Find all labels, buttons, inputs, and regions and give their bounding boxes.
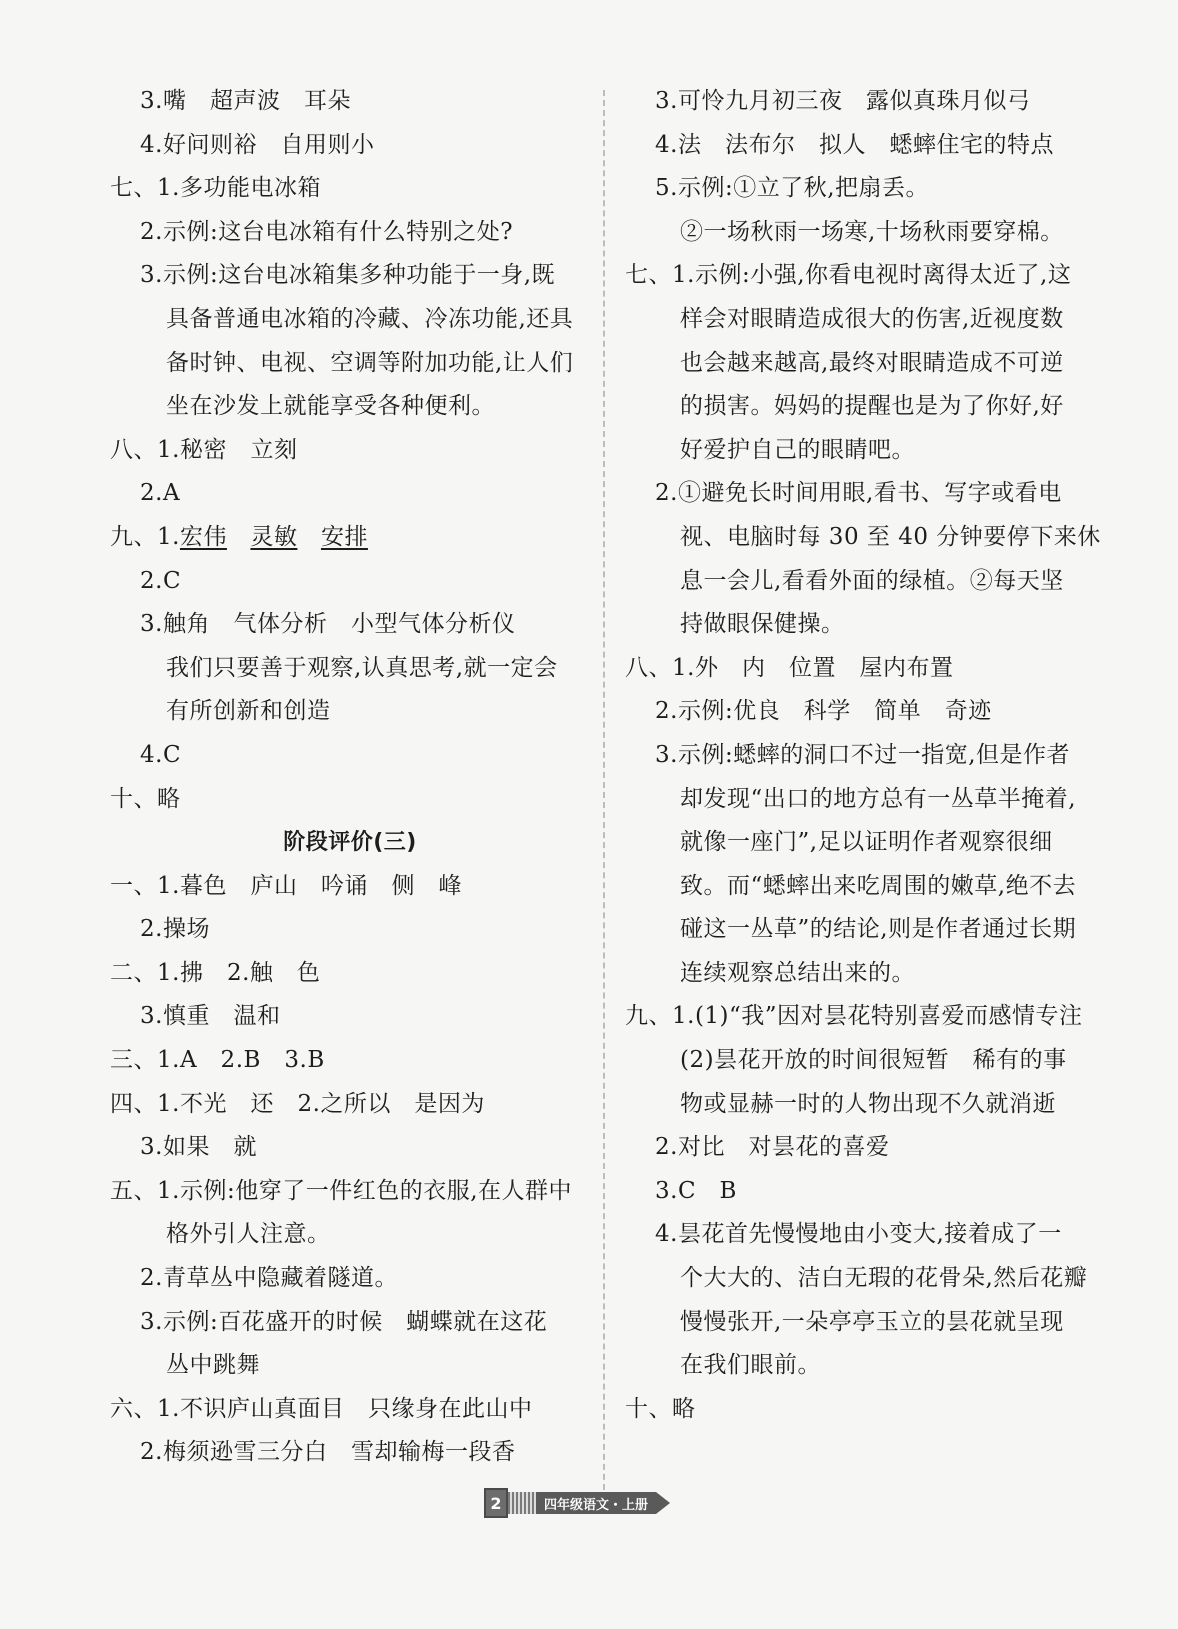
answer-text: 阶段评价(三) (283, 830, 417, 856)
answer-text: 3.示例:蟋蟀的洞口不过一指宽,但是作者 (655, 741, 1071, 768)
answer-text: 致。而“蟋蟀出来吃周围的嫩草,绝不去 (680, 872, 1077, 899)
answer-text: 3.示例:百花盛开的时候 蝴蝶就在这花 (140, 1308, 548, 1335)
answer-line (110, 1257, 590, 1301)
answer-line (625, 472, 1095, 516)
underlined-word: 安排 (320, 523, 368, 550)
answer-line (110, 647, 590, 691)
answer-line (625, 1344, 1095, 1388)
answer-text: 3.触角 气体分析 小型气体分析仪 (140, 611, 516, 638)
answer-text: 却发现“出口的地方总有一丛草半掩着, (680, 785, 1077, 812)
answer-text: 八、1.外 内 位置 屋内布置 (625, 654, 954, 681)
column-divider (603, 90, 605, 1510)
answer-text: 三、1.A 2.B 3.B (110, 1047, 325, 1074)
answer-text: 4.好问则裕 自用则小 (140, 131, 375, 158)
answer-text: 3.C B (655, 1177, 737, 1204)
answer-line (625, 647, 1095, 691)
answer-text: 八、1.秘密 立刻 (110, 436, 298, 463)
answer-text: 也会越来越高,最终对眼睛造成不可逆 (680, 349, 1064, 376)
answer-line (110, 342, 590, 386)
answer-line (110, 385, 590, 429)
answer-text: 好爱护自己的眼睛吧。 (680, 436, 915, 463)
answer-line (625, 995, 1095, 1039)
answer-text: 格外引人注意。 (166, 1221, 331, 1248)
answer-text: 六、1.不识庐山真面目 只缘身在此山中 (110, 1395, 533, 1422)
answer-line (625, 1170, 1095, 1214)
answer-line (110, 690, 590, 734)
answer-line (625, 516, 1101, 560)
answer-line (625, 952, 1095, 996)
answer-text: 样会对眼睛造成很大的伤害,近视度数 (680, 305, 1064, 332)
answer-text: 3.嘴 超声波 耳朵 (140, 88, 351, 114)
answer-line (110, 1039, 590, 1083)
footer-arrow-icon (656, 1492, 670, 1514)
answer-text: 2.对比 对昙花的喜爱 (655, 1134, 890, 1161)
answer-text: 2.①避免长时间用眼,看书、写字或看电 (655, 480, 1062, 507)
answer-text: 慢慢张开,一朵亭亭玉立的昙花就呈现 (680, 1308, 1064, 1335)
answer-line (110, 429, 590, 473)
answer-line (110, 560, 590, 604)
answer-text: 九、1. (110, 523, 180, 550)
answer-text: 3.可怜九月初三夜 露似真珠月似弓 (655, 88, 1031, 114)
answer-text: 4.法 法布尔 拟人 蟋蟀住宅的特点 (655, 131, 1054, 158)
answer-line (110, 472, 590, 516)
answer-line (625, 1213, 1095, 1257)
answer-line (625, 254, 1095, 298)
answer-line (110, 603, 590, 647)
answer-line (110, 952, 590, 996)
answer-text: 物或显赫一时的人物出现不久就消逝 (680, 1090, 1056, 1117)
answer-line (625, 821, 1095, 865)
answer-line (110, 1213, 590, 1257)
answer-line (625, 80, 1095, 124)
underlined-word: 宏伟 (179, 523, 227, 550)
left-column (110, 80, 590, 1475)
answer-line (625, 1083, 1095, 1127)
answer-line (625, 560, 1095, 604)
answer-line (625, 908, 1095, 952)
answer-line (110, 1344, 590, 1388)
answer-text: 四、1.不光 还 2.之所以 是因为 (110, 1090, 485, 1117)
section-title (110, 821, 590, 865)
answer-line (625, 1126, 1095, 1170)
answer-text: 2.C (140, 567, 182, 594)
answer-text: 3.示例:这台电冰箱集多种功能于一身,既 (140, 262, 556, 289)
answer-line (110, 1388, 590, 1432)
answer-line (110, 1083, 590, 1127)
answer-line (110, 778, 590, 822)
answer-text: 息一会儿,看看外面的绿植。②每天坚 (680, 567, 1064, 594)
answer-text: 在我们眼前。 (680, 1352, 821, 1379)
answer-text: 2.示例:这台电冰箱有什么特别之处? (140, 218, 514, 245)
answer-line (625, 1388, 1095, 1432)
answer-line (625, 865, 1095, 909)
answer-text: 十、略 (625, 1395, 696, 1422)
answer-line (625, 342, 1095, 386)
answer-line (110, 124, 590, 168)
answer-line (625, 429, 1095, 473)
answer-line (110, 865, 590, 909)
answer-line (625, 124, 1095, 168)
answer-text: 连续观察总结出来的。 (680, 959, 915, 986)
answer-text: 的损害。妈妈的提醒也是为了你好,好 (680, 393, 1064, 420)
answer-line (110, 908, 590, 952)
answer-text: 4.C (140, 741, 182, 768)
answer-text: 具备普通电冰箱的冷藏、冷冻功能,还具 (166, 305, 574, 332)
answer-text: 5.示例:①立了秋,把扇丢。 (655, 175, 930, 202)
answer-line (625, 211, 1095, 255)
answer-line (625, 167, 1095, 211)
answer-text: 个大大的、洁白无瑕的花骨朵,然后花瓣 (680, 1265, 1088, 1292)
page-number: 2 (484, 1488, 508, 1518)
answer-text: 五、1.示例:他穿了一件红色的衣服,在人群中 (110, 1177, 573, 1204)
underlined-word: 灵敏 (250, 523, 298, 550)
page-footer (484, 1490, 670, 1516)
answer-text: 3.慎重 温和 (140, 1003, 281, 1030)
answer-line (625, 1301, 1095, 1345)
answer-text: 七、1.示例:小强,你看电视时离得太近了,这 (625, 262, 1072, 289)
answer-text: (2)昙花开放的时间很短暂 稀有的事 (680, 1047, 1067, 1074)
answer-text: ②一场秋雨一场寒,十场秋雨要穿棉。 (680, 218, 1064, 245)
answer-line (110, 1170, 590, 1214)
answer-text: 二、1.拂 2.触 色 (110, 959, 321, 986)
answer-text: 2.示例:优良 科学 简单 奇迹 (655, 698, 992, 725)
answer-text: 2.A (140, 480, 181, 507)
answer-line (625, 385, 1095, 429)
answer-line (625, 298, 1095, 342)
answer-text: 2.操场 (140, 916, 210, 943)
answer-text: 我们只要善于观察,认真思考,就一定会 (166, 654, 558, 681)
answer-text: 十、略 (110, 785, 181, 812)
answer-line (110, 516, 590, 560)
answer-line (625, 603, 1095, 647)
answer-line (110, 1431, 590, 1475)
footer-stripes-decoration (508, 1492, 536, 1514)
answer-line (110, 734, 590, 778)
answer-text: 丛中跳舞 (166, 1352, 260, 1379)
right-column (625, 80, 1101, 1431)
answer-line (110, 995, 590, 1039)
answer-text: 就像一座门”,足以证明作者观察很细 (680, 829, 1053, 856)
answer-text: 视、电脑时每 30 至 40 分钟要停下来休 (680, 523, 1101, 550)
answer-text: 坐在沙发上就能享受各种便利。 (166, 393, 495, 420)
answer-text: 七、1.多功能电冰箱 (110, 175, 321, 202)
answer-text: 备时钟、电视、空调等附加功能,让人们 (166, 349, 574, 376)
answer-line (110, 1301, 590, 1345)
answer-text: 2.梅须逊雪三分白 雪却输梅一段香 (140, 1439, 516, 1466)
answer-line (110, 80, 590, 124)
answer-line (625, 778, 1095, 822)
book-label: 四年级语文・上册 (536, 1492, 656, 1514)
answer-text: 碰这一丛草”的结论,则是作者通过长期 (680, 916, 1077, 943)
answer-text: 九、1.(1)“我”因对昙花特别喜爱而感情专注 (625, 1003, 1083, 1030)
answer-line (625, 1257, 1095, 1301)
answer-text: 一、1.暮色 庐山 吟诵 侧 峰 (110, 872, 462, 899)
answer-text: 3.如果 就 (140, 1134, 257, 1161)
answer-line (110, 254, 590, 298)
answer-line (110, 167, 590, 211)
answer-text: 有所创新和创造 (166, 698, 331, 725)
answer-line (110, 298, 590, 342)
answer-text: 2.青草丛中隐藏着隧道。 (140, 1265, 398, 1292)
answer-line (110, 211, 590, 255)
answer-text: 持做眼保健操。 (680, 611, 845, 638)
answer-line (625, 1039, 1095, 1083)
answer-text: 4.昙花首先慢慢地由小变大,接着成了一 (655, 1221, 1062, 1248)
answer-line (625, 734, 1095, 778)
answer-line (625, 690, 1095, 734)
answer-line (110, 1126, 590, 1170)
